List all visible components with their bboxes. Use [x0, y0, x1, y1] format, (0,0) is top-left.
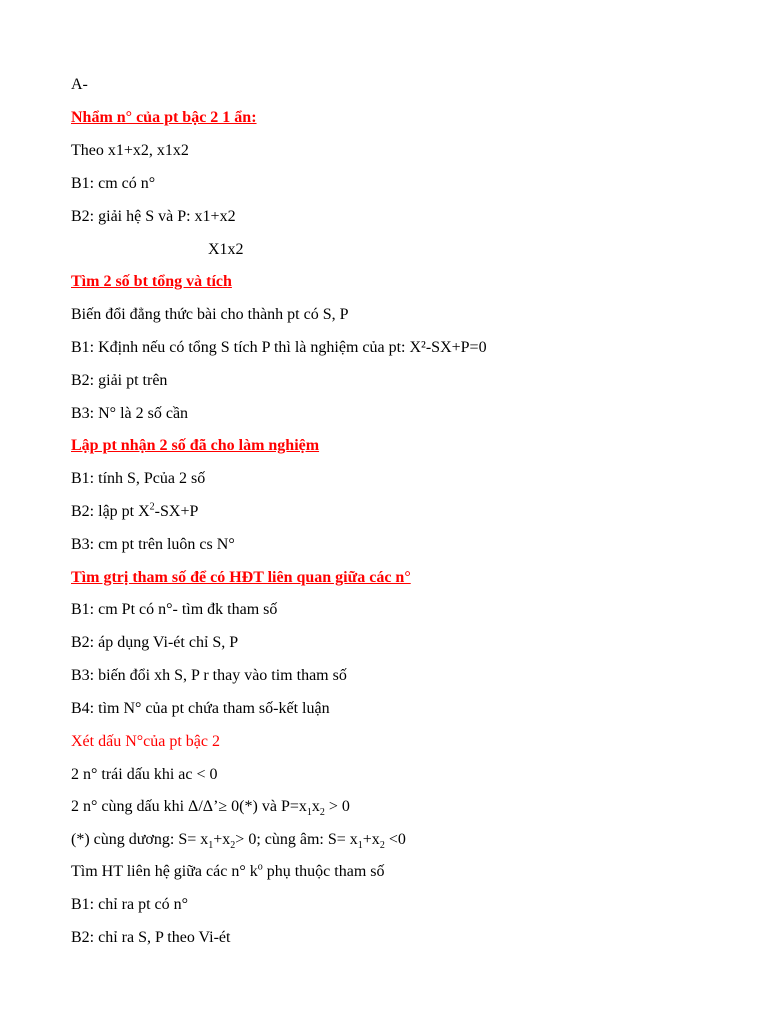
text-line: Tìm HT liên hệ giữa các n° $k^o$ phụ thuộc tham số — [71, 861, 385, 880]
step-line: B1: tính S, Pcủa 2 số — [71, 470, 206, 487]
heading-tim-2-so: Tìm 2 số bt tổng và tích — [71, 273, 232, 290]
step-line: B1: Kđịnh nếu có tổng S tích P thì là nghiệm của pt: X²-SX+P=0 — [71, 339, 487, 356]
step-line: B2: lập pt $X^2-SX+P$ — [71, 501, 199, 520]
step-line: B3: cm pt trên luôn cs N° — [71, 536, 235, 553]
text-line: 2 n° trái dấu khi ac < 0 — [71, 766, 218, 783]
step-line: B2: giải hệ S và P: x1+x2 — [71, 208, 236, 225]
heading-nham-nghiem: Nhẩm n° của pt bậc 2 1 ẩn: — [71, 109, 257, 126]
text-line: Biến đổi đẳng thức bài cho thành pt có S, P — [71, 306, 349, 323]
step-line: B2: chỉ ra S, P theo Vi-ét — [71, 929, 231, 946]
step-line: B4: tìm N° của pt chứa tham số-kết luận — [71, 700, 330, 717]
heading-lap-pt: Lập pt nhận 2 số đã cho làm nghiệm — [71, 437, 320, 454]
text-line: X1x2 — [208, 241, 244, 258]
step-line: B1: cm có n° — [71, 175, 156, 192]
step-line: B1: cm Pt có n°- tìm đk tham số — [71, 601, 278, 618]
text-line: (*) cùng dương: $S= x_1+x_2> 0$; cùng âm: $S= x_1+x_2 <0$ — [71, 831, 406, 852]
heading-xet-dau: Xét dấu N°của pt bậc 2 — [71, 733, 221, 750]
text-line: Theo x1+x2, x1x2 — [71, 142, 189, 159]
step-line: B1: chỉ ra pt có n° — [71, 896, 189, 913]
step-line: B2: áp dụng Vi-ét chỉ S, P — [71, 634, 239, 651]
heading-tim-gtri-tham-so: Tìm gtrị tham số để có HĐT liên quan giữa các n° — [71, 569, 411, 586]
step-line: B3: biến đổi xh S, P r thay vào tim tham số — [71, 667, 347, 684]
text-line: 2 n° cùng dấu khi Δ/Δ’≥ 0(*) và $P=x_1x_2 > 0$ — [71, 798, 350, 819]
section-marker: A- — [71, 76, 88, 93]
step-line: B2: giải pt trên — [71, 372, 168, 389]
step-line: B3: N° là 2 số cần — [71, 405, 189, 422]
